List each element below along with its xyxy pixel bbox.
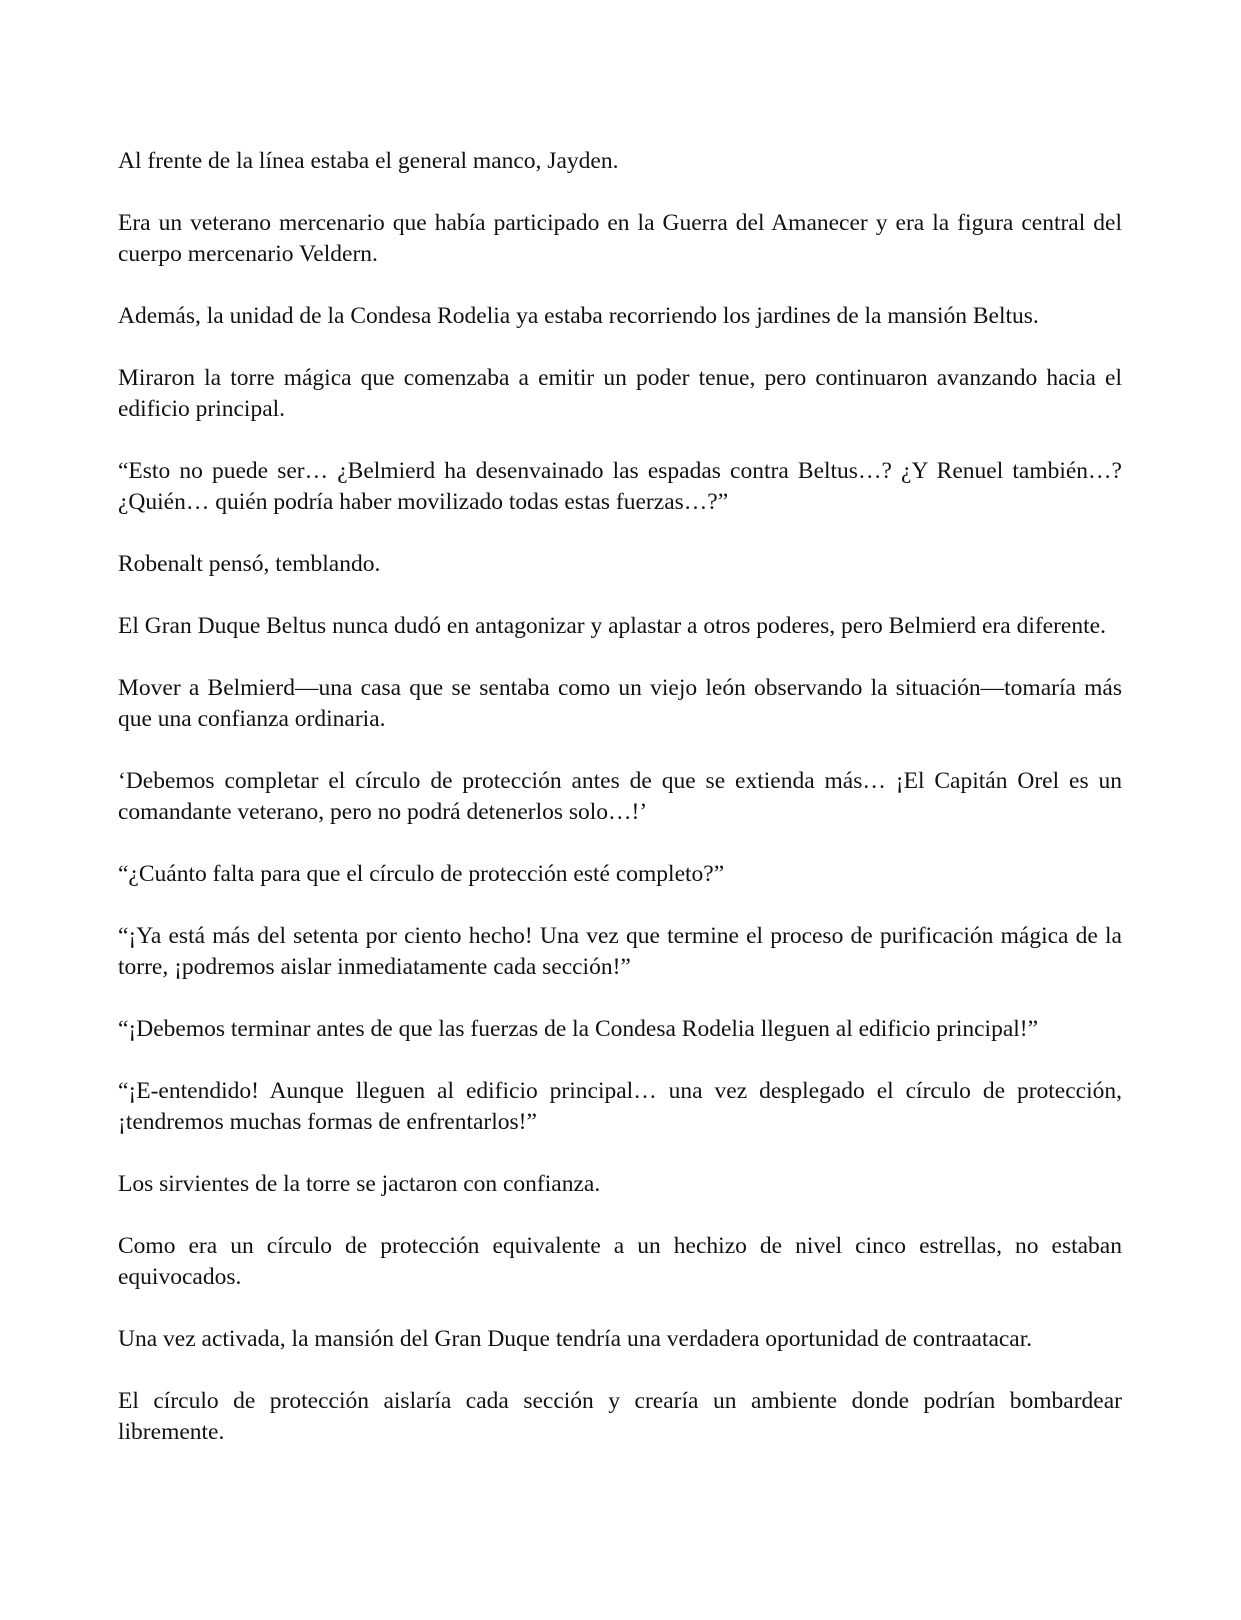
document-page: [118, 146, 1122, 1479]
paragraph-11: “¡Ya está más del setenta por ciento hecho! Una vez que termine el proceso de purificación mágica de la torre, ¡podremos aislar inmediatamente cada sección!”: [118, 923, 1122, 980]
paragraph-16: Una vez activada, la mansión del Gran Duque tendría una verdadera oportunidad de contraatacar.: [118, 1326, 1033, 1352]
paragraph-12: “¡Debemos terminar antes de que las fuerzas de la Condesa Rodelia lleguen al edificio principal!”: [118, 1016, 1039, 1042]
paragraph-5: “Esto no puede ser… ¿Belmierd ha desenvainado las espadas contra Beltus…? ¿Y Renuel también…? ¿Quién… quién podría haber movilizado todas estas fuerzas…?”: [118, 458, 1122, 515]
paragraph-15: Como era un círculo de protección equivalente a un hechizo de nivel cinco estrellas, no estaban equivocados.: [118, 1233, 1122, 1290]
paragraph-13: “¡E-entendido! Aunque lleguen al edificio principal… una vez desplegado el círculo de protección, ¡tendremos muchas formas de enfrentarlos!”: [118, 1078, 1122, 1135]
paragraph-4: Miraron la torre mágica que comenzaba a emitir un poder tenue, pero continuaron avanzando hacia el edificio principal.: [118, 365, 1122, 422]
paragraph-1: Al frente de la línea estaba el general manco, Jayden.: [118, 148, 619, 174]
paragraph-14: Los sirvientes de la torre se jactaron con confianza.: [118, 1171, 601, 1197]
paragraph-9: ‘Debemos completar el círculo de protección antes de que se extienda más… ¡El Capitán Orel es un comandante veterano, pero no podrá detenerlos solo…!’: [118, 768, 1122, 825]
paragraph-10: “¿Cuánto falta para que el círculo de protección esté completo?”: [118, 861, 725, 887]
paragraph-7: El Gran Duque Beltus nunca dudó en antagonizar y aplastar a otros poderes, pero Belmierd era diferente.: [118, 613, 1106, 639]
paragraph-3: Además, la unidad de la Condesa Rodelia ya estaba recorriendo los jardines de la mansión Beltus.: [118, 303, 1039, 329]
paragraph-2: Era un veterano mercenario que había participado en la Guerra del Amanecer y era la figura central del cuerpo mercenario Veldern.: [118, 210, 1122, 267]
paragraph-17: El círculo de protección aislaría cada sección y crearía un ambiente donde podrían bombardear libremente.: [118, 1388, 1122, 1445]
paragraph-8: Mover a Belmierd—una casa que se sentaba como un viejo león observando la situación—tomaría más que una confianza ordinaria.: [118, 675, 1122, 732]
paragraph-6: Robenalt pensó, temblando.: [118, 551, 381, 577]
